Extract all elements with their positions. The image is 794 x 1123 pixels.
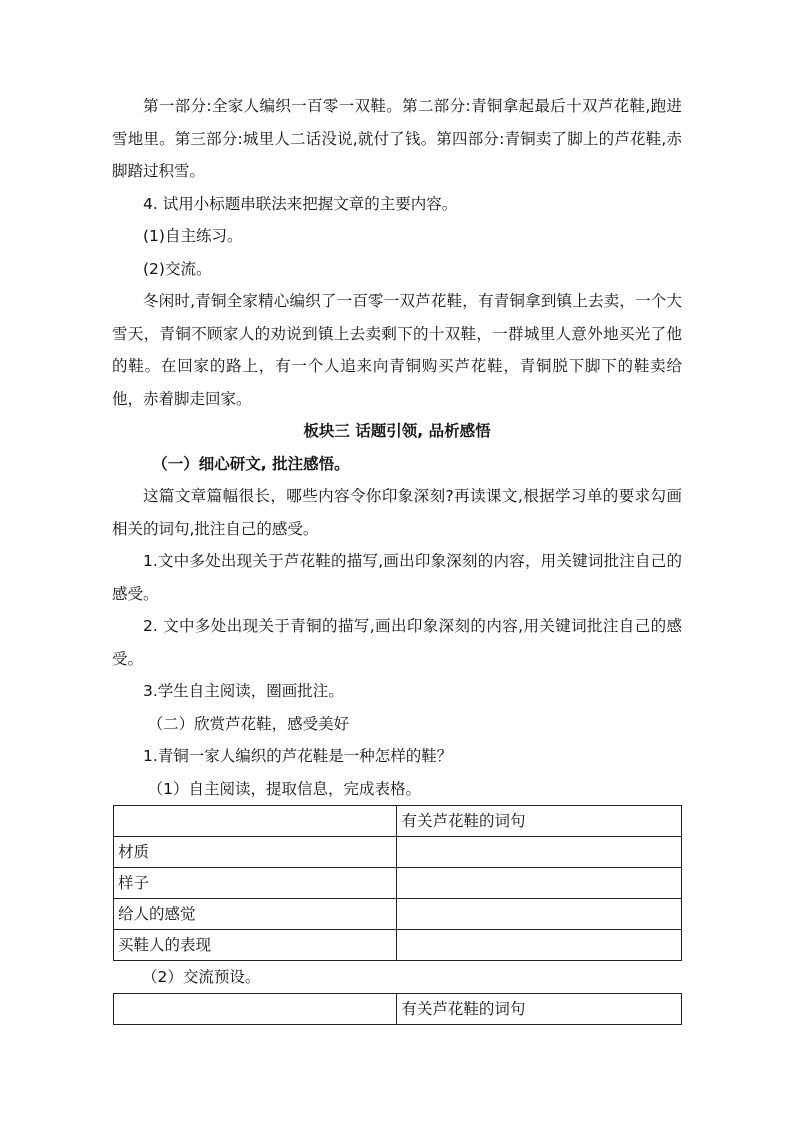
- table-cell-answer: [397, 837, 682, 868]
- document-page: [112, 90, 682, 1025]
- paragraph-table-instruction: （1）自主阅读，提取信息，完成表格。: [147, 779, 422, 798]
- table-header-cell: [114, 994, 397, 1025]
- subsection-heading-1: （一）细心研文, 批注感悟。: [152, 454, 350, 473]
- table-header-cell: 有关芦花鞋的词句: [397, 994, 682, 1025]
- section-heading: 板块三 话题引领, 品析感悟: [303, 422, 491, 440]
- table-cell-answer: [397, 868, 682, 899]
- table-shoe-info-preset: [113, 993, 682, 1025]
- table-cell-answer: [397, 899, 682, 930]
- paragraph-parts-summary: 第一部分:全家人编织一百零一双鞋。第二部分:青铜拿起最后十双芦花鞋,跑进雪地里。第三部分:城里人二话没说,就付了钱。第四部分:青铜卖了脚上的芦花鞋,赤脚踏过积雪。: [112, 97, 682, 180]
- table-cell-label: 买鞋人的表现: [114, 930, 397, 961]
- table-cell-answer: [397, 930, 682, 961]
- table-cell-label: 样子: [114, 868, 397, 899]
- table-header-cell: 有关芦花鞋的词句: [397, 806, 682, 837]
- table-row: [114, 899, 682, 930]
- table-header-cell: [114, 806, 397, 837]
- paragraph-main-content: 冬闲时,青铜全家精心编织了一百零一双芦花鞋，有青铜拿到镇上去卖，一个大雪天，青铜不顾家人的劝说到镇上去卖剩下的十双鞋，一群城里人意外地买光了他的鞋。在回家的路上，有一个人追来向青铜购买芦花鞋，青铜脱下脚下的鞋卖给他，赤着脚走回家。: [112, 292, 682, 408]
- paragraph-instructions: 这篇文章篇幅很长，哪些内容令你印象深刻?再读课文,根据学习单的要求勾画相关的词句,批注自己的感受。: [112, 487, 682, 538]
- table-row: [114, 930, 682, 961]
- paragraph-exchange-preset: （2）交流预设。: [142, 968, 261, 986]
- table-row: [114, 837, 682, 868]
- paragraph-question-4: 4. 试用小标题串联法来把握文章的主要内容。: [143, 194, 458, 213]
- table-cell-label: 材质: [114, 837, 397, 868]
- table-shoe-info: [113, 805, 682, 961]
- paragraph-task-1: 1.文中多处出现关于芦花鞋的描写,画出印象深刻的内容，用关键词批注自己的感受。: [112, 552, 682, 603]
- paragraph-exchange: (2)交流。: [143, 259, 212, 278]
- table-row: [114, 868, 682, 899]
- table-header-row: [114, 806, 682, 837]
- table-header-row: [114, 994, 682, 1025]
- paragraph-task-2: 2. 文中多处出现关于青铜的描写,画出印象深刻的内容,用关键词批注自己的感受。: [112, 617, 682, 668]
- subsection-heading-2: （二）欣赏芦花鞋，感受美好: [147, 714, 350, 733]
- table-cell-label: 给人的感觉: [114, 899, 397, 930]
- paragraph-task-3: 3.学生自主阅读，圈画批注。: [143, 682, 344, 700]
- paragraph-question-shoes: 1.青铜一家人编织的芦花鞋是一种怎样的鞋？: [143, 747, 453, 765]
- paragraph-self-practice: (1)自主练习。: [143, 227, 243, 245]
